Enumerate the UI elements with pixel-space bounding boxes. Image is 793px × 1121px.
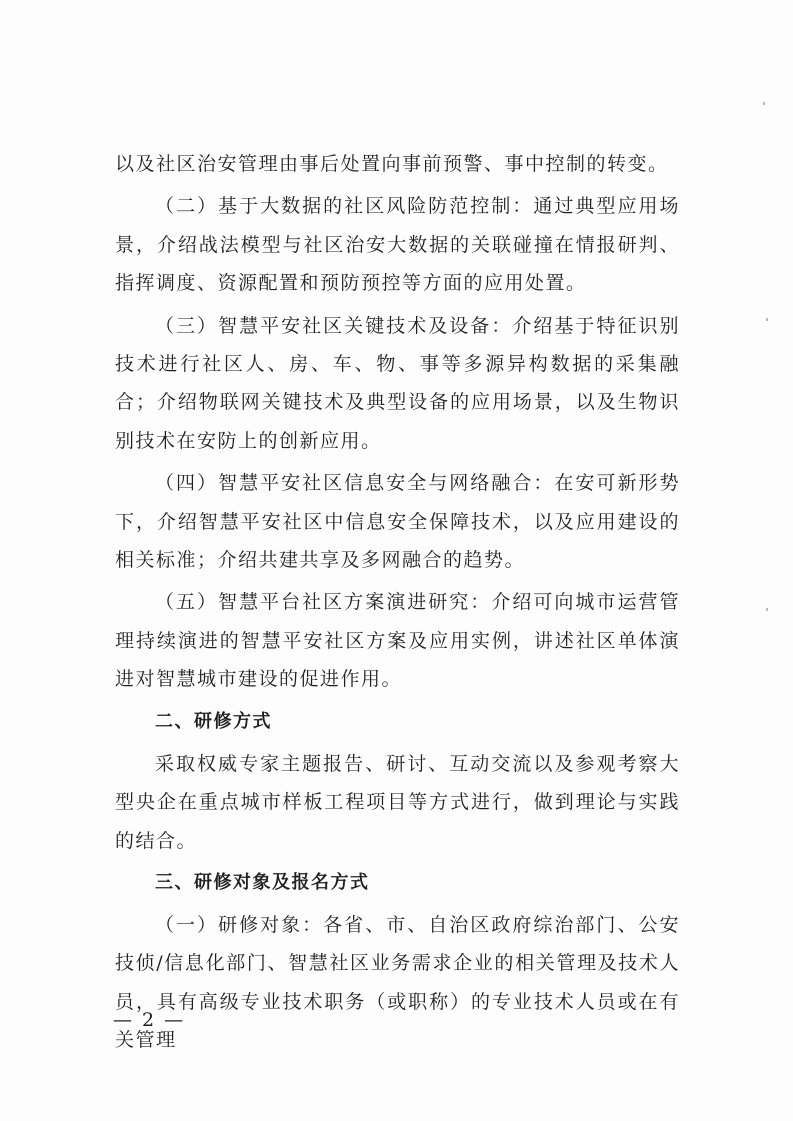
paragraph-item-5: （五）智慧平台社区方案演进研究：介绍可向城市运营管理持续演进的智慧平安社区方案及应用实例，讲述社区单体演进对智慧城市建设的促进作用。 [115, 591, 680, 691]
scan-speck [763, 102, 765, 105]
paragraph-item-3: （三）智慧平安社区关键技术及设备：介绍基于特征识别技术进行社区人、房、车、物、事等多源异构数据的采集融合；介绍物联网关键技术及典型设备的应用场景，以及生物识别技术在安防上的创新应用。 [115, 314, 680, 452]
paragraph-item-2: （二）基于大数据的社区风险防范控制：通过典型应用场景，介绍战法模型与社区治安大数据的关联碰撞在情报研判、指挥调度、资源配置和预防预控等方面的应用处置。 [115, 195, 680, 295]
paragraph-participants: （一）研修对象：各省、市、自治区政府综治部门、公安技侦/信息化部门、智慧社区业务需求企业的相关管理及技术人员，具有高级专业技术职务（或职称）的专业技术人员或在有关管理 [115, 913, 680, 1052]
scan-speck [766, 318, 768, 321]
page-number: — 2 — [113, 1009, 186, 1031]
scan-speck [766, 608, 768, 611]
paragraph-item-4: （四）智慧平安社区信息安全与网络融合：在安可新形势下，介绍智慧平安社区中信息安全保障技术，以及应用建设的相关标准；介绍共建共享及多网融合的趋势。 [115, 472, 680, 572]
section-heading-study-method: 二、研修方式 [155, 710, 272, 732]
document-body [115, 145, 680, 1064]
section-heading-participants: 三、研修对象及报名方式 [155, 871, 370, 893]
paragraph-continuation: 以及社区治安管理由事后处置向事前预警、事中控制的转变。 [115, 153, 669, 175]
paragraph-study-method: 采取权威专家主题报告、研讨、互动交流以及参观考察大型央企在重点城市样板工程项目等方式进行，做到理论与实践的结合。 [115, 752, 680, 852]
